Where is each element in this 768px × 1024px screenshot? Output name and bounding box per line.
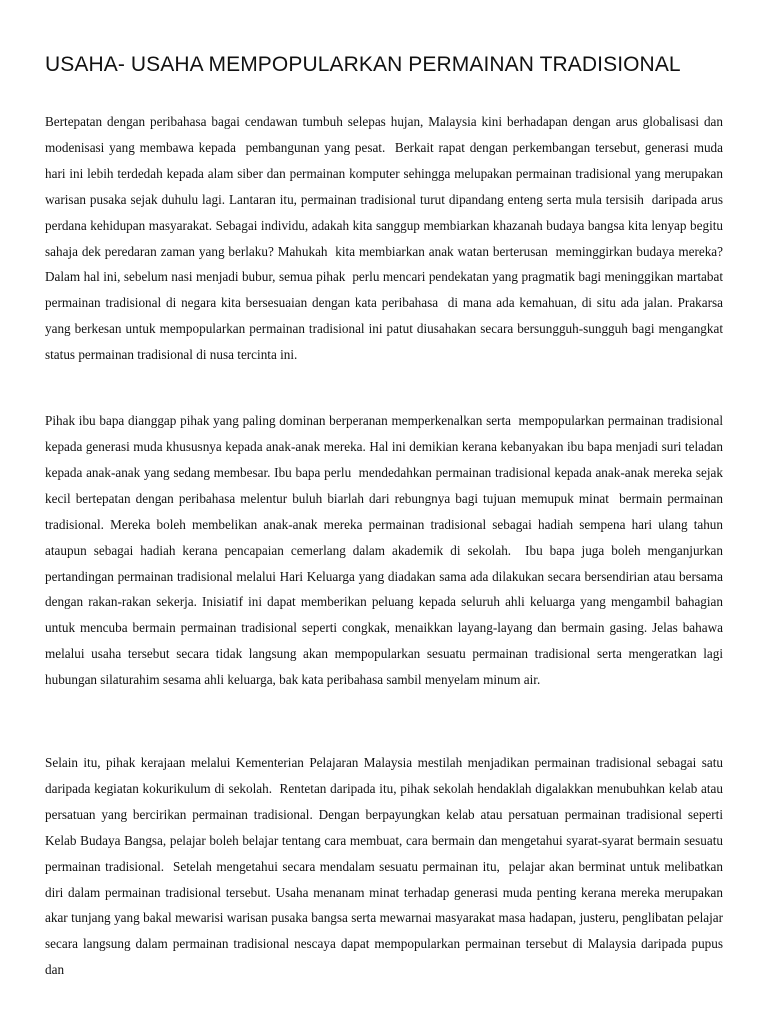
paragraph-introduction: Bertepatan dengan peribahasa bagai cendawan tumbuh selepas hujan, Malaysia kini berhadapan dengan arus globalisasi dan modenisasi yang membawa kepada pembangunan yang pesat. Berkait rapat dengan perkembangan tersebut, generasi muda hari ini lebih terdedah kepada alam siber dan permainan komputer sehingga melupakan permainan tradisional yang merupakan warisan pusaka sejak duhulu lagi. Lantaran itu, permainan tradisional turut dipandang enteng serta mula tersisih daripada arus perdana kehidupan masyarakat. Sebagai individu, adakah kita sanggup membiarkan khazanah budaya bangsa kita lenyap begitu sahaja dek peredaran zaman yang berlaku? Mahukah kita membiarkan anak watan berterusan meminggirkan budaya mereka? Dalam hal ini, sebelum nasi menjadi bubur, semua pihak perlu mencari pendekatan yang pragmatik bagi meninggikan martabat permainan tradisional di negara kita bersesuaian dengan kata peribahasa di mana ada kemahuan, di situ ada jalan. Prakarsa yang berkesan untuk mempopularkan permainan tradisional ini patut diusahakan secara bersungguh-sungguh bagi mengangkat status permainan tradisional di nusa tercinta ini. <box>45 114 727 363</box>
document-page <box>45 52 730 983</box>
document-title: USAHA- USAHA MEMPOPULARKAN PERMAINAN TRADISIONAL <box>45 53 681 76</box>
paragraph-government-role: Selain itu, pihak kerajaan melalui Kementerian Pelajaran Malaysia mestilah menjadikan permainan tradisional sebagai satu daripada kegiatan kokurikulum di sekolah. Rentetan daripada itu, pihak sekolah hendaklah digalakkan menubuhkan kelab atau persatuan yang bercirikan permainan tradisional. Dengan berpayungkan kelab atau persatuan permainan tradisional seperti Kelab Budaya Bangsa, pelajar boleh belajar tentang cara membuat, cara bermain dan mengetahui syarat-syarat bermain sesuatu permainan tradisional. Setelah mengetahui secara mendalam sesuatu permainan itu, pelajar akan berminat untuk melibatkan diri dalam permainan tradisional tersebut. Usaha menanam minat terhadap generasi muda penting kerana mereka merupakan akar tunjang yang bakal mewarisi warisan pusaka bangsa serta mewarnai masyarakat masa hadapan, justeru, penglibatan pelajar secara langsung dalam permainan tradisional nescaya dapat mempopularkan permainan tersebut di Malaysia daripada pupus dan <box>45 755 727 978</box>
paragraph-parents-role: Pihak ibu bapa dianggap pihak yang paling dominan berperanan memperkenalkan serta mempopularkan permainan tradisional kepada generasi muda khususnya kepada anak-anak mereka. Hal ini demikian kerana kebanyakan ibu bapa menjadi suri teladan kepada anak-anak yang sedang membesar. Ibu bapa perlu mendedahkan permainan tradisional kepada anak-anak mereka sejak kecil bertepatan dengan peribahasa melentur buluh biarlah dari rebungnya bagi tujuan memupuk minat bermain permainan tradisional. Mereka boleh membelikan anak-anak mereka permainan tradisional sebagai hadiah sempena hari ulang tahun ataupun sebagai hadiah kerana pencapaian cemerlang dalam akademik di sekolah. Ibu bapa juga boleh menganjurkan pertandingan permainan tradisional melalui Hari Keluarga yang diadakan sama ada dilakukan secara bersendirian atau bersama dengan rakan-rakan sekerja. Inisiatif ini dapat memberikan peluang kepada seluruh ahli keluarga yang mengambil bahagian untuk mencuba bermain permainan tradisional seperti congkak, menaikkan layang-layang dan bermain gasing. Jelas bahawa melalui usaha tersebut secara tidak langsung akan mempopularkan sesuatu permainan tradisional serta mengeratkan lagi hubungan silaturahim sesama ahli keluarga, bak kata peribahasa sambil menyelam minum air. <box>45 413 730 688</box>
